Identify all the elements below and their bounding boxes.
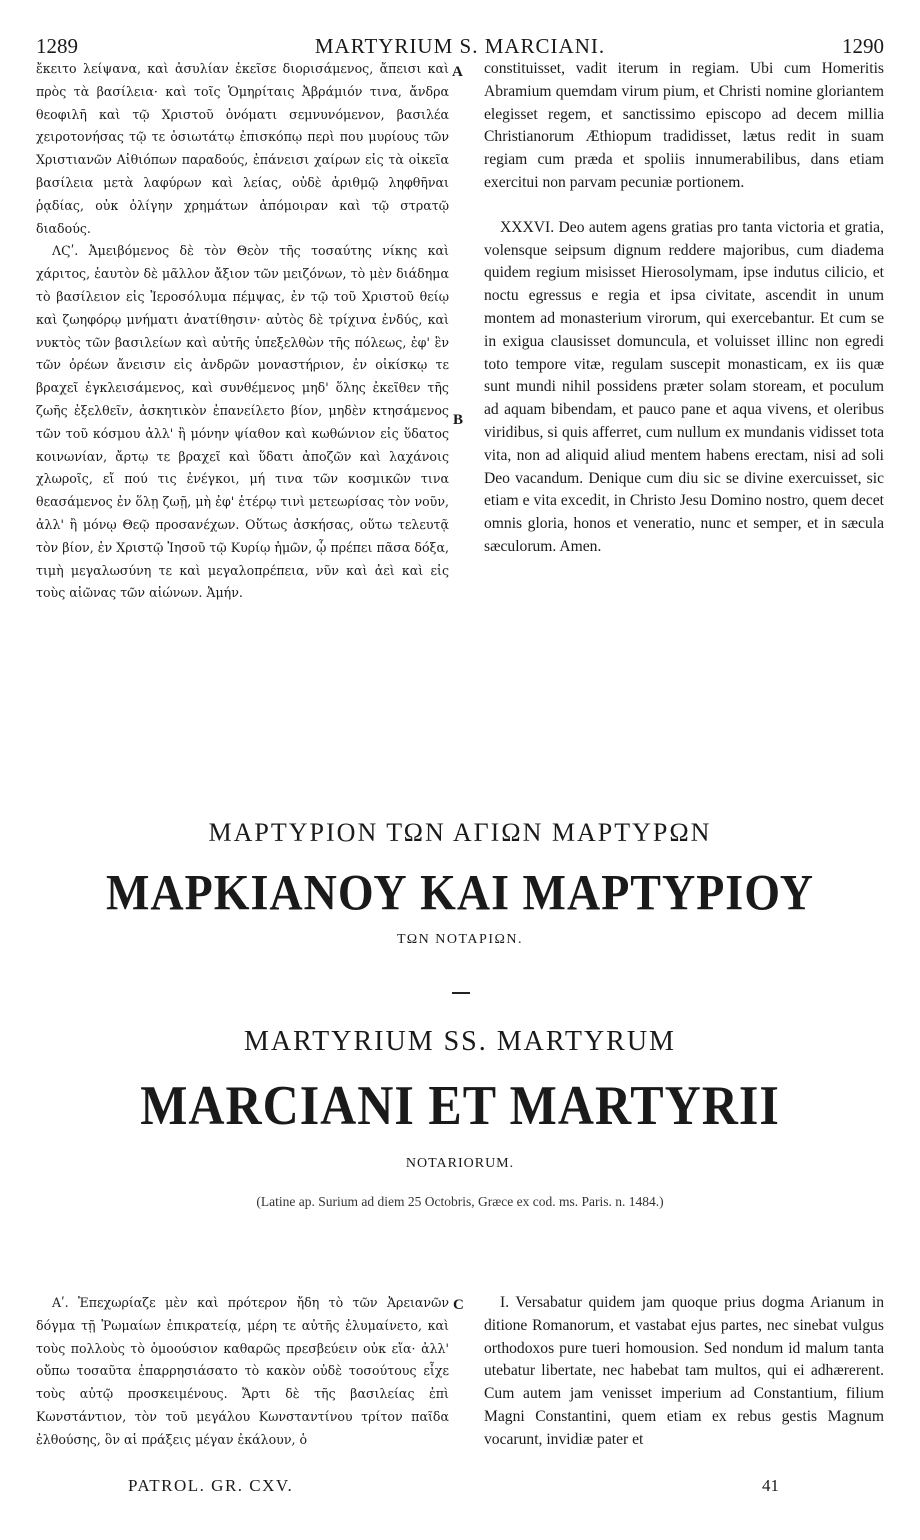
footer-sheet-number: 41 bbox=[762, 1476, 779, 1495]
latin-column-bottom bbox=[484, 1292, 884, 1480]
greek-paragraph: ἔκειτο λείψανα, καὶ ἀσυλίαν ἐκεῖσε διορισάμενος, ἄπεισι καὶ πρὸς τὰ βασίλεια· καὶ τοῖς Ὁμηρίταις Ἀβράμιόν τινα, ἄνδρα θεοφιλῆ καὶ τῷ Χριστοῦ ὀνόματι σεμνυνόμενον, βασιλέα χειροτονήσας τῷ τε ὁσιωτάτῳ ἐπισκόπῳ περὶ που μυρίους τῶν Χριστιανῶν Αἰθιόπων παραδούς, ἐπάνεισι χαίρων εἰς τὰ οἰκεῖα βασίλεια μετὰ λαφύρων καὶ λείας, οὐδὲ ἀριθμῷ ληφθῆναι ῥᾳδίας, οὐκ ὀλίγην χρημάτων ἀπόμοιραν καὶ τῷ στρατῷ διαδούς. bbox=[36, 61, 449, 236]
running-title: MARTYRIUM S. MARCIANI. bbox=[314, 34, 606, 58]
title-divider bbox=[452, 992, 470, 994]
latin-paragraph: I. Versabatur quidem jam quoque prius dogma Arianum in ditione Romanorum, et vastabat ejus partes, nec sinebat vulgus orthodoxos pure tueri homousion. Sed nondum id malum tanta utebatur libertate, nec habebat tam multos, qui ei adhærerent. Cum autem jam venisset imperium ad Constantium, filium Magni Constantini, quem etiam ex rebus gestis Magnum vocarunt, invidiæ pater et bbox=[484, 1294, 884, 1448]
greek-title-line1: ΜΑΡΤΥΡΙΟΝ ΤΩΝ ΑΓΙΩΝ ΜΑΡΤΥΡΩΝ bbox=[208, 818, 712, 847]
source-note: (Latine ap. Surium ad diem 25 Octobris, Græce ex cod. ms. Paris. n. 1484.) bbox=[256, 1194, 664, 1209]
margin-marker-c: C bbox=[453, 1297, 464, 1313]
latin-title-line1: MARTYRIUM SS. MARTYRUM bbox=[244, 1026, 676, 1057]
greek-title-line2: ΜΑΡΚΙΑΝΟΥ ΚΑΙ ΜΑΡΤΥΡΙΟΥ bbox=[105, 864, 814, 921]
greek-paragraph: Αʹ. Ἐπεχωρίαζε μὲν καὶ πρότερον ἤδη τὸ τῶν Ἀρειανῶν δόγμα τῇ Ῥωμαίων ἐπικρατείᾳ, μέρη τε αὐτῆς ἐλυμαίνετο, καὶ τοὺς πολλοὺς τὸ ὁμοούσιον καθαρῶς πρεσβεύειν οὐκ εἴα· ἀλλ' οὔπω τοσαῦτα ἐπαρρησιάσατο τὸ κακὸν οὐδὲ τοσούτους εἶχε τοὺς αὐτῷ προσκειμένους. Ἄρτι δὲ τῆς βασιλείας ἐπὶ Κωνστάντιον, τὸν τοῦ μεγάλου Κωνσταντίνου τρίτον παῖδα ἐλθούσης, ὃν αἱ πράξεις μέγαν ἐκάλουν, ὁ bbox=[36, 1295, 449, 1447]
latin-paragraph: constituisset, vadit iterum in regiam. Ubi cum Homeritis Abramium quemdam virum pium, et Christi nomine gloriantem elegisset regem, et sanctissimo episcopo ad decem millia Christianorum Æthiopum tradidisset, lætus redit in suam regiam cum præda et spoliis innumerabilibus, dans etiam exercitui non parvam pecuniæ portionem. bbox=[484, 60, 884, 191]
latin-column-top bbox=[484, 58, 884, 758]
running-head bbox=[36, 28, 884, 58]
latin-title-line2: MARCIANI ET MARTYRII bbox=[140, 1073, 780, 1137]
greek-title-line3: ΤΩΝ ΝΟΤΑΡΙΩΝ. bbox=[396, 932, 524, 947]
page-number-right: 1290 bbox=[842, 34, 884, 58]
greek-column-top bbox=[36, 58, 449, 758]
greek-column-bottom bbox=[36, 1292, 449, 1480]
footer-volume: PATROL. GR. CXV. bbox=[128, 1476, 294, 1495]
greek-paragraph: ΛϚʹ. Ἀμειβόμενος δὲ τὸν Θεὸν τῆς τοσαύτης νίκης καὶ χάριτος, ἑαυτὸν δὲ μᾶλλον ἄξιον τῶν μειζόνων, τὸ μὲν διάδημα τὸ βασίλειον εἰς Ἱεροσόλυμα πέμψας, ἐν τῷ τοῦ Χριστοῦ θείῳ καὶ ζωηφόρῳ μνήματι ἀνατίθησιν· αὐτὸς δὲ τρίχινα ἐνδύς, καὶ νυκτὸς τῶν βασιλείων καὶ αὐτῆς ὑπεξελθὼν τῆς πόλεως, ἐφ' ἓν τῶν ὀρέων ἄνεισιν εἰς ἀνδρῶν μοναστήριον, ἐν οἰκίσκῳ τε βραχεῖ ἐγκλεισάμενος, καὶ συνθέμενος μηδ' ὅλης ἐκεῖθεν τῆς ζωῆς ἐξελθεῖν, ἀσκητικὸν ἐπανείλετο βίον, μηδὲν κτησάμενος τῶν τοῦ κόσμου ἀλλ' ἢ μόνην ψίαθον καὶ κωθώνιον εἰς ὕδατος κοινωνίαν, ἄρτῳ τε βραχεῖ καὶ ὕδατι ἀποζῶν καὶ λαχάνοις χλωροῖς, εἴ πού τις ἐνέγκοι, μή τινα τῶν κοσμικῶν τινα θεασάμενος ἐν ὅλῃ ζωῇ, μὴ ἐφ' ἑτέρῳ τινὶ μετεωρίσας τὸν νοῦν, ἀλλ' ἢ μόνῳ Θεῷ προσανέχων. Οὕτως ἀσκήσας, οὕτω τελευτᾷ τὸν βίον, ἐν Χριστῷ Ἰησοῦ τῷ Κυρίῳ ἡμῶν, ᾧ πρέπει πᾶσα δόξα, τιμὴ μεγαλωσύνη τε καὶ μεγαλοπρέπεια, νῦν καὶ ἀεὶ καὶ εἰς τοὺς αἰῶνας τῶν αἰώνων. Ἀμήν. bbox=[36, 243, 449, 601]
margin-marker-a: A bbox=[452, 64, 463, 80]
margin-marker-b: B bbox=[453, 412, 464, 428]
page-number-left: 1289 bbox=[36, 34, 78, 58]
latin-title-line3: NOTARIORUM. bbox=[405, 1156, 515, 1171]
latin-paragraph: XXXVI. Deo autem agens gratias pro tanta victoria et gratia, volensque seipsum dignum reddere majoribus, cum diadema quidem regium misisset Hierosolymam, ipse indutus cilicio, et noctu egressus e regia et ipsa civitate, ascendit in unum montem ad monasterium virorum, qui exercebantur. Et cum se in exigua clausisset domuncula, et voluisset illinc non egredi toto tempore vitæ, regulam suscepit monasticam, ex iis quæ sunt mundi nihil possidens præter solam stoream, et poculum ad aquam bibendam, et pauco pane et aqua vivens, et oleribus viridibus, si quis afferret, cum nullum ex mundanis vidisset tota vita, non ad aliquid aliud mentem habens erectam, nisi ad soli Deo vacandum. Denique cum diu sic se divine exercuisset, sic etiam e vita excedit, in Christo Jesu Domino nostro, quem decet omnis gloria, honos et veneratio, nunc et semper, et in sæcula sæculorum. Amen. bbox=[484, 218, 884, 555]
